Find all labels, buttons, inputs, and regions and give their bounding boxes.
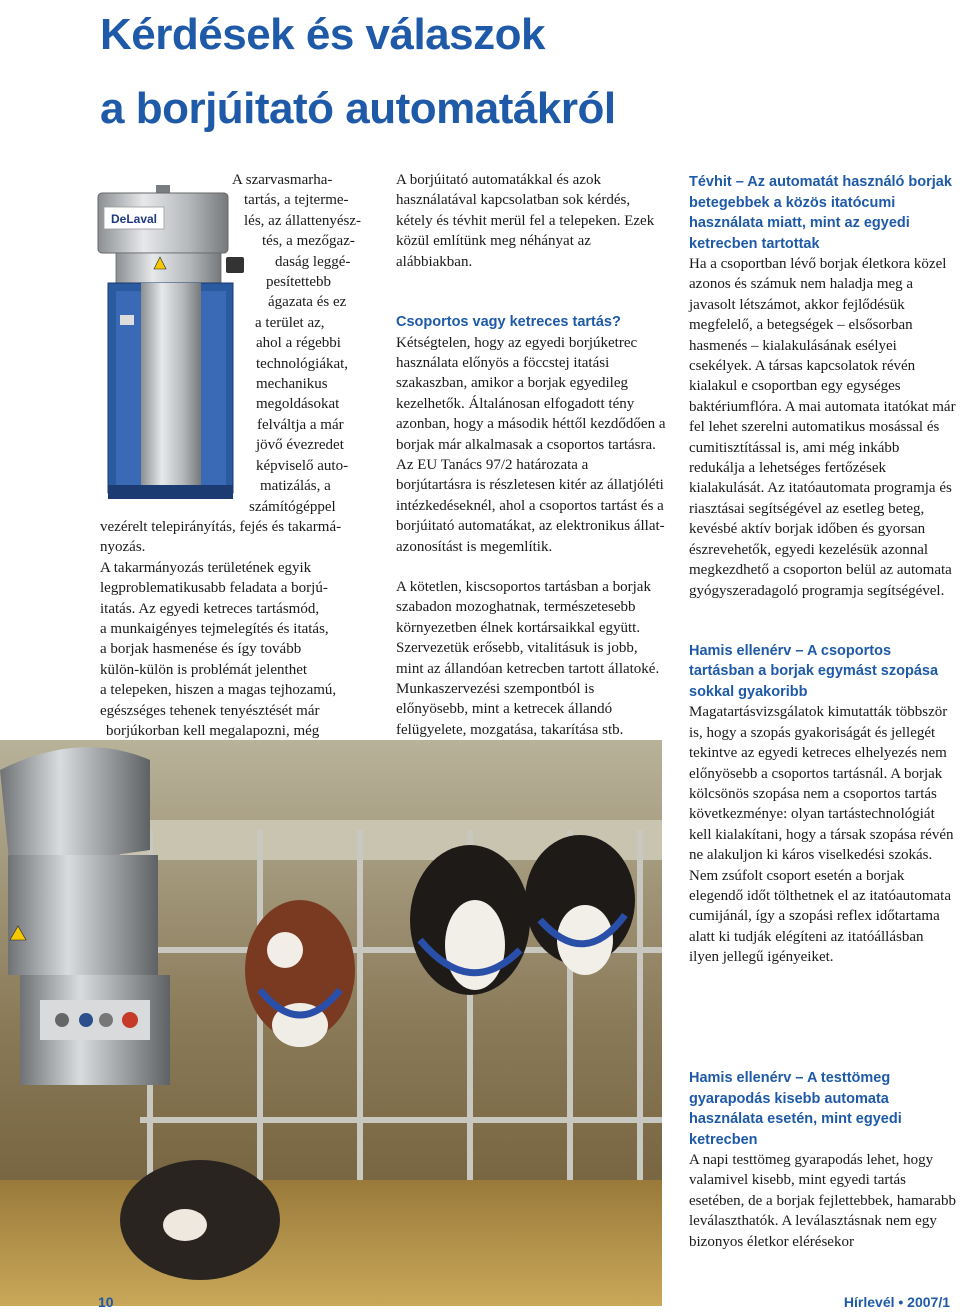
- intro-line: pesítettebb: [266, 274, 331, 291]
- intro-paragraph: A borjúitató automatákkal és azok használatával kapcsolatban sok kérdés, kétely és tévhit merül fel a telepeken. Ezek közül említünk meg néhányat az alábbiakban.: [396, 172, 655, 270]
- paragraph: A napi testtömeg gyarapodás lehet, hogy valamivel kisebb, mint egyedi tartás esetében, de a borjak fejlettebbek, hamarabb leválaszthatók. A leválasztásnak nem egy bizonyos életkor elérésekor: [689, 1152, 956, 1250]
- section-heading: Hamis ellenérv – A csoportos tartásban a borjak egymást szopása sokkal gyakoribb: [689, 642, 939, 700]
- title-line-2: a borjúitató automatákról: [100, 84, 616, 133]
- brand-logo: DeLaval: [110, 212, 158, 226]
- intro-line: a telepeken, hiszen a magas tejhozamú,: [100, 682, 337, 699]
- page-number: 10: [98, 1294, 114, 1310]
- intro-line: ágazata és ez: [268, 294, 347, 311]
- intro-line: a munkaigényes tejmelegítés és itatás,: [100, 620, 329, 637]
- paragraph: Kétségtelen, hogy az egyedi borjúketrec használata előnyös a föccstej itatási szakaszban, amikor a borjak egyedileg kezelhetők. Általánosan elfogadott tény azonban, hogy a második héttől kezdődően a borjak már alkalmasak a csoportos tartásra. Az EU Tanács 97/2 határozata a borjútartásra is részletesen kitér az állatjóléti intézkedéseknél, ahol a csoportos tartást és a borjúitató automatákat, az elektronikus állat-azonosítást is megemlítik.: [396, 334, 666, 555]
- intro-line: tartás, a tejterme-: [244, 192, 349, 209]
- intro-line: külön-külön is problémát jelenthet: [100, 661, 308, 678]
- intro-line: lés, az állattenyész-: [244, 212, 362, 229]
- section-heading: Tévhit – Az automatát használó borjak betegebbek a közös itatócumi használata miatt, mint az egyedi ketrecben tartottak: [689, 174, 952, 252]
- intro-line: A szarvasmarha-: [232, 172, 333, 188]
- intro-line: vezérelt telepirányítás, fejés és takarmá-: [100, 518, 342, 535]
- intro-line: A takarmányozás területének egyik: [100, 559, 312, 576]
- intro-line: képviselő auto-: [256, 457, 349, 474]
- paragraph: A kötetlen, kiscsoportos tartásban a borjak szabadon mozoghatnak, természetesebb környezetben élnek kortársaikkal együtt. Szervezetük erősebb, vitalitásuk is jobb, mint az állandóan ketrecben tartott állatoké. Munkaszervezési szempontból is előnyösebb, mint a ketrecek állandó felügyelete, mozgatása, takarítása stb.: [396, 579, 660, 738]
- right-column-bottom: [689, 1068, 957, 1252]
- intro-line: matizálás, a: [260, 478, 331, 495]
- calves-photo: [0, 740, 662, 1306]
- intro-line: nyozás.: [100, 539, 146, 556]
- intro-line: itatás. Az egyedi ketreces tartásmód,: [100, 600, 320, 617]
- intro-line: mechanikus: [256, 376, 328, 393]
- paragraph: Magatartásvizsgálatok kimutatták többször is, hogy a szopás gyakoriságát és jellegét tekintve az egyedi ketreces elhelyezés nem előnyösebb a csoportos tartásnál. A borjak kölcsönös szopása nem a csoportos tartás következménye: olyan tartástechnológiát kell kialakítani, hogy a társak szopása révén ne alakuljon ki káros viselkedési szokás. Nem zsúfolt csoport esetén a borjak elegendő időt tölthetnek el az itatóautomata cumijánál, így a szopási reflex időtartama alatt ki tudják elégíteni az itatóállásban ilyen jellegű igényeiket.: [689, 704, 954, 966]
- article-title: [100, 0, 616, 144]
- intro-line: tés, a mezőgaz-: [262, 233, 355, 250]
- intro-line: megoldásokat: [256, 396, 340, 413]
- intro-line: borjúkorban kell megalapozni, még: [106, 722, 320, 739]
- right-column: [689, 172, 957, 968]
- intro-line: egészséges tehenek tenyésztését már: [100, 702, 320, 719]
- intro-column: [0, 170, 380, 782]
- intro-line: legproblematikusabb feladata a borjú-: [100, 580, 328, 597]
- intro-line: technológiákat,: [256, 355, 349, 372]
- intro-line: a terület az,: [255, 314, 325, 331]
- middle-column: [396, 170, 666, 740]
- intro-line: jövő évezredet: [256, 437, 344, 454]
- section-heading: Csoportos vagy ketreces tartás?: [396, 314, 621, 331]
- intro-line: a borjak hasmenése és így tovább: [100, 641, 302, 658]
- paragraph: Ha a csoportban lévő borjak életkora közel azonos és számuk nem haladja meg a javasolt létszámot, akkor fejlődésük megfelelő, a betegségek – elsősorban hasmenés – kialakulásának esélyei csekélyek. A társas kapcsolatok révén kialakul e csoportban egy egységes baktériumflóra. A mai automata itatókat már fel lehet szerelni automatikus mosással és cumitisztítással is, ami még inkább redukálja a lehetséges fertőzések kialakulását. Az itatóautomata programja és riasztásai segítségével az esetleg beteg, kevésbé aktív borjak időben és gyorsan észrevehetők, egyedi kezelésük azonnal megkezdhető a csoporton belül az automata gyógyszeradagoló programja segítségével.: [689, 256, 956, 599]
- intro-line: ahol a régebbi: [256, 335, 341, 352]
- intro-line: számítógéppel: [249, 498, 336, 515]
- publication-label: Hírlevél • 2007/1: [843, 1294, 950, 1310]
- intro-line: felváltja a már: [257, 416, 344, 433]
- intro-line: daság leggé-: [275, 253, 351, 270]
- title-line-1: Kérdések és válaszok: [100, 10, 545, 59]
- page-footer: [0, 1290, 960, 1314]
- section-heading: Hamis ellenérv – A testtömeg gyarapodás kisebb automata használata esetén, mint egyedi ketrecben: [689, 1070, 902, 1148]
